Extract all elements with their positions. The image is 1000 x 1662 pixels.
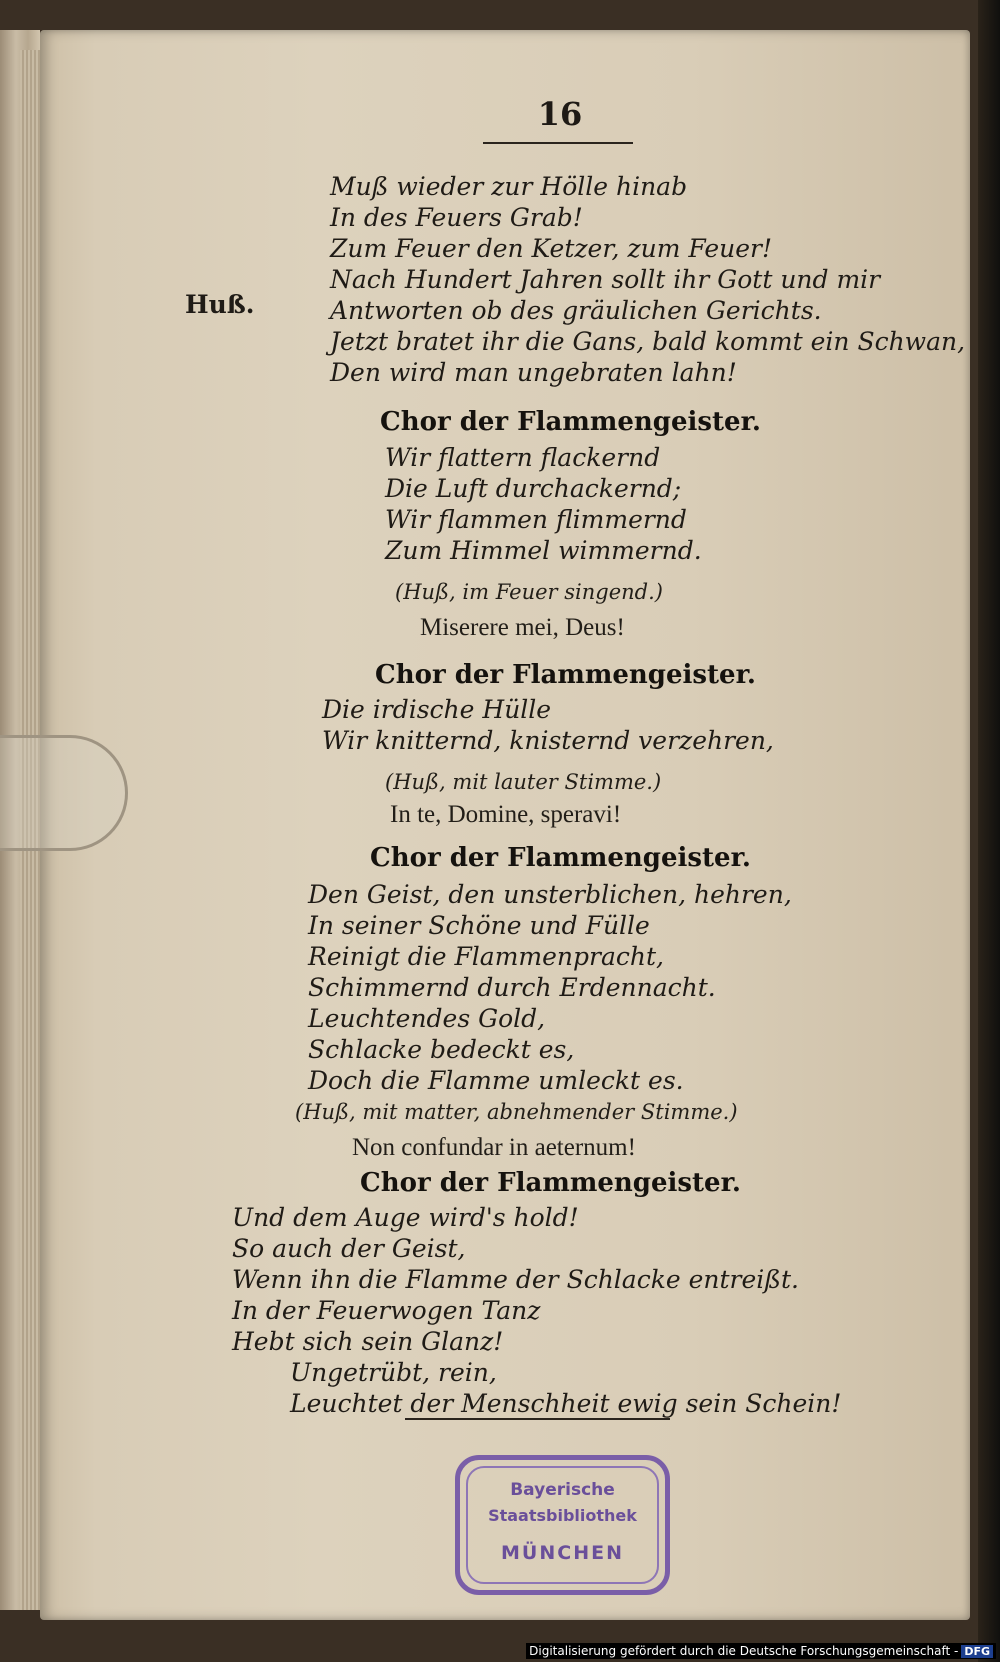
verse-line: Jetzt bratet ihr die Gans, bald kommt ein Schwan, <box>330 327 966 356</box>
chorus-line: Wir knitternd, knisternd verzehren, <box>322 726 774 755</box>
verse-line: Nach Hundert Jahren sollt ihr Gott und mir <box>330 265 881 294</box>
credit-text: Digitalisierung gefördert durch die Deutsche Forschungsgemeinschaft - <box>529 1644 959 1658</box>
stage-direction: (Huß, mit matter, abnehmender Stimme.) <box>295 1100 738 1124</box>
chorus-line: Die Luft durchackernd; <box>385 474 682 503</box>
header-rule <box>483 142 633 144</box>
chorus-line: Zum Himmel wimmernd. <box>385 536 702 565</box>
page-number: 16 <box>537 95 583 133</box>
latin-line: Non confundar in aeternum! <box>352 1134 636 1161</box>
chorus-line: Doch die Flamme umleckt es. <box>308 1066 684 1095</box>
latin-line: In te, Domine, speravi! <box>390 801 622 828</box>
chorus-heading: Chor der Flammengeister. <box>360 1168 741 1198</box>
chorus-line: Ungetrübt, rein, <box>290 1358 497 1387</box>
chorus-line: Schlacke bedeckt es, <box>308 1035 575 1064</box>
chorus-line: Wir flattern flackernd <box>385 443 661 472</box>
chorus-line: Wenn ihn die Flamme der Schlacke entreißt. <box>232 1265 799 1294</box>
chorus-line: Schimmernd durch Erdennacht. <box>308 973 716 1002</box>
verse-line: Antworten ob des gräulichen Gerichts. <box>330 296 822 325</box>
verse-line: Den wird man ungebraten lahn! <box>330 358 737 387</box>
verse-line: Muß wieder zur Hölle hinab <box>330 172 688 201</box>
stamp-text: Staatsbibliothek <box>488 1506 637 1525</box>
library-stamp <box>455 1455 670 1595</box>
chorus-line: Leuchtendes Gold, <box>308 1004 546 1033</box>
chorus-line: In der Feuerwogen Tanz <box>232 1296 541 1325</box>
speaker-name: Huß. <box>185 290 255 319</box>
chorus-heading: Chor der Flammengeister. <box>370 843 751 873</box>
chorus-line: Den Geist, den unsterblichen, hehren, <box>308 880 792 909</box>
footer-rule <box>405 1418 670 1420</box>
stage-direction: (Huß, im Feuer singend.) <box>395 580 663 604</box>
book-cover-edge <box>978 0 1000 1662</box>
chorus-line: Leuchtet der Menschheit ewig sein Schein! <box>290 1389 842 1418</box>
chorus-line: Wir flammen flimmernd <box>385 505 687 534</box>
chorus-line: Die irdische Hülle <box>322 695 552 724</box>
stamp-text: MÜNCHEN <box>501 1542 624 1564</box>
latin-line: Miserere mei, Deus! <box>420 614 625 641</box>
verse-line: In des Feuers Grab! <box>330 203 583 232</box>
chorus-line: Hebt sich sein Glanz! <box>232 1327 504 1356</box>
page-clip <box>0 735 128 851</box>
chorus-line: Reinigt die Flammenpracht, <box>308 942 664 971</box>
stamp-text: Bayerische <box>510 1480 615 1500</box>
chorus-heading: Chor der Flammengeister. <box>375 660 756 690</box>
chorus-line: Und dem Auge wird's hold! <box>232 1203 579 1232</box>
verse-line: Zum Feuer den Ketzer, zum Feuer! <box>330 234 773 263</box>
stage-direction: (Huß, mit lauter Stimme.) <box>385 770 662 794</box>
chorus-heading: Chor der Flammengeister. <box>380 407 761 437</box>
chorus-line: So auch der Geist, <box>232 1234 466 1263</box>
digitization-credit <box>526 1643 996 1659</box>
chorus-line: In seiner Schöne und Fülle <box>308 911 650 940</box>
dfg-logo: DFG <box>961 1645 993 1658</box>
